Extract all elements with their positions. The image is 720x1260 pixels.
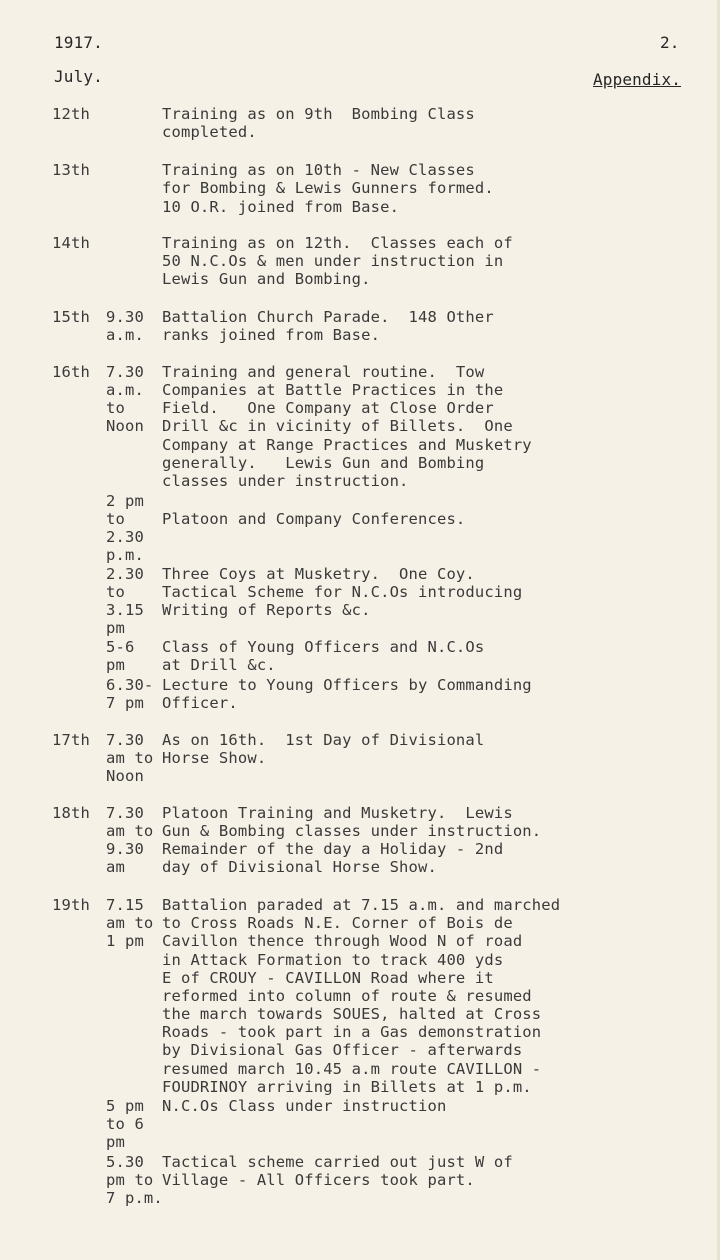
entry-line: FOUDRINOY arriving in Billets at 1 p.m.: [162, 1078, 532, 1096]
entry-time: 7 pm: [106, 694, 144, 712]
entry-date: 15th: [52, 308, 90, 326]
entry-time: to: [106, 510, 125, 528]
entry-time: am to: [106, 914, 154, 932]
entry-time: 2.30: [106, 528, 144, 546]
entry-time: 7.30: [106, 731, 144, 749]
entry-line: Companies at Battle Practices in the: [162, 381, 504, 399]
entry-line: in Attack Formation to track 400 yds: [162, 951, 504, 969]
entry-time: p.m.: [106, 546, 144, 564]
entry-line: Field. One Company at Close Order: [162, 399, 494, 417]
entry-time: 2 pm: [106, 492, 144, 510]
entry-line: completed.: [162, 123, 257, 141]
entry-line: Lewis Gun and Bombing.: [162, 270, 371, 288]
entry-line: Company at Range Practices and Musketry: [162, 436, 532, 454]
entry-line: Training as on 10th - New Classes: [162, 161, 475, 179]
entry-line: Three Coys at Musketry. One Coy.: [162, 565, 475, 583]
entry-line: E of CROUY - CAVILLON Road where it: [162, 969, 494, 987]
entry-time: pm: [106, 1133, 125, 1151]
entry-date: 13th: [52, 161, 90, 179]
entry-time: 6.30-: [106, 676, 154, 694]
entry-time: to: [106, 583, 125, 601]
entry-time: pm to: [106, 1171, 154, 1189]
entry-date: 17th: [52, 731, 90, 749]
entry-line: N.C.Os Class under instruction: [162, 1097, 447, 1115]
entry-date: 18th: [52, 804, 90, 822]
entry-line: Remainder of the day a Holiday - 2nd: [162, 840, 504, 858]
entry-time: 7.30: [106, 804, 144, 822]
entry-line: Drill &c in vicinity of Billets. One: [162, 417, 513, 435]
entry-line: Training as on 9th Bombing Class: [162, 105, 475, 123]
entry-line: generally. Lewis Gun and Bombing: [162, 454, 485, 472]
entry-line: Platoon and Company Conferences.: [162, 510, 466, 528]
entry-time: Noon: [106, 417, 144, 435]
entry-line: Village - All Officers took part.: [162, 1171, 475, 1189]
entry-line: Tactical scheme carried out just W of: [162, 1153, 513, 1171]
entry-date: 16th: [52, 363, 90, 381]
entry-line: to Cross Roads N.E. Corner of Bois de: [162, 914, 513, 932]
entry-time: to: [106, 399, 125, 417]
entry-line: Tactical Scheme for N.C.Os introducing: [162, 583, 523, 601]
entry-line: Horse Show.: [162, 749, 267, 767]
entry-line: the march towards SOUES, halted at Cross: [162, 1005, 542, 1023]
entry-time: a.m.: [106, 326, 144, 344]
entry-time: 7.15: [106, 896, 144, 914]
entry-line: Lecture to Young Officers by Commanding: [162, 676, 532, 694]
entry-time: pm: [106, 656, 125, 674]
entry-time: a.m.: [106, 381, 144, 399]
entry-line: resumed march 10.45 a.m route CAVILLON -: [162, 1060, 542, 1078]
entry-time: 7 p.m.: [106, 1189, 163, 1207]
year: 1917.: [54, 33, 103, 52]
entry-line: at Drill &c.: [162, 656, 276, 674]
appendix-label: Appendix.: [593, 70, 682, 89]
entry-time: 2.30: [106, 565, 144, 583]
entry-time: 9.30: [106, 308, 144, 326]
entry-time: 5 pm: [106, 1097, 144, 1115]
entry-line: by Divisional Gas Officer - afterwards: [162, 1041, 523, 1059]
entry-line: Battalion paraded at 7.15 a.m. and marched: [162, 896, 561, 914]
entry-line: ranks joined from Base.: [162, 326, 381, 344]
entry-date: 14th: [52, 234, 90, 252]
entry-time: 5-6: [106, 638, 135, 656]
entry-time: 3.15: [106, 601, 144, 619]
entry-line: Writing of Reports &c.: [162, 601, 371, 619]
entry-time: to 6: [106, 1115, 144, 1133]
entry-line: classes under instruction.: [162, 472, 409, 490]
entry-line: Officer.: [162, 694, 238, 712]
page-number: 2.: [660, 33, 680, 52]
entry-time: 7.30: [106, 363, 144, 381]
entry-line: Roads - took part in a Gas demonstration: [162, 1023, 542, 1041]
entry-line: Platoon Training and Musketry. Lewis: [162, 804, 513, 822]
entry-time: 1 pm: [106, 932, 144, 950]
entry-line: Training and general routine. Tow: [162, 363, 485, 381]
entry-line: Class of Young Officers and N.C.Os: [162, 638, 485, 656]
entry-line: Battalion Church Parade. 148 Other: [162, 308, 494, 326]
entry-line: 50 N.C.Os & men under instruction in: [162, 252, 504, 270]
entry-time: 5.30: [106, 1153, 144, 1171]
entry-date: 19th: [52, 896, 90, 914]
entry-line: Gun & Bombing classes under instruction.: [162, 822, 542, 840]
entry-time: pm: [106, 619, 125, 637]
entry-line: day of Divisional Horse Show.: [162, 858, 437, 876]
entry-time: Noon: [106, 767, 144, 785]
entry-line: Training as on 12th. Classes each of: [162, 234, 513, 252]
entry-line: Cavillon thence through Wood N of road: [162, 932, 523, 950]
entry-line: 10 O.R. joined from Base.: [162, 198, 400, 216]
entry-time: am to: [106, 749, 154, 767]
entry-time: 9.30: [106, 840, 144, 858]
entry-date: 12th: [52, 105, 90, 123]
entry-line: reformed into column of route & resumed: [162, 987, 532, 1005]
entry-time: am: [106, 858, 125, 876]
entry-line: for Bombing & Lewis Gunners formed.: [162, 179, 494, 197]
entry-time: am to: [106, 822, 154, 840]
month: July.: [54, 67, 103, 86]
entry-line: As on 16th. 1st Day of Divisional: [162, 731, 485, 749]
